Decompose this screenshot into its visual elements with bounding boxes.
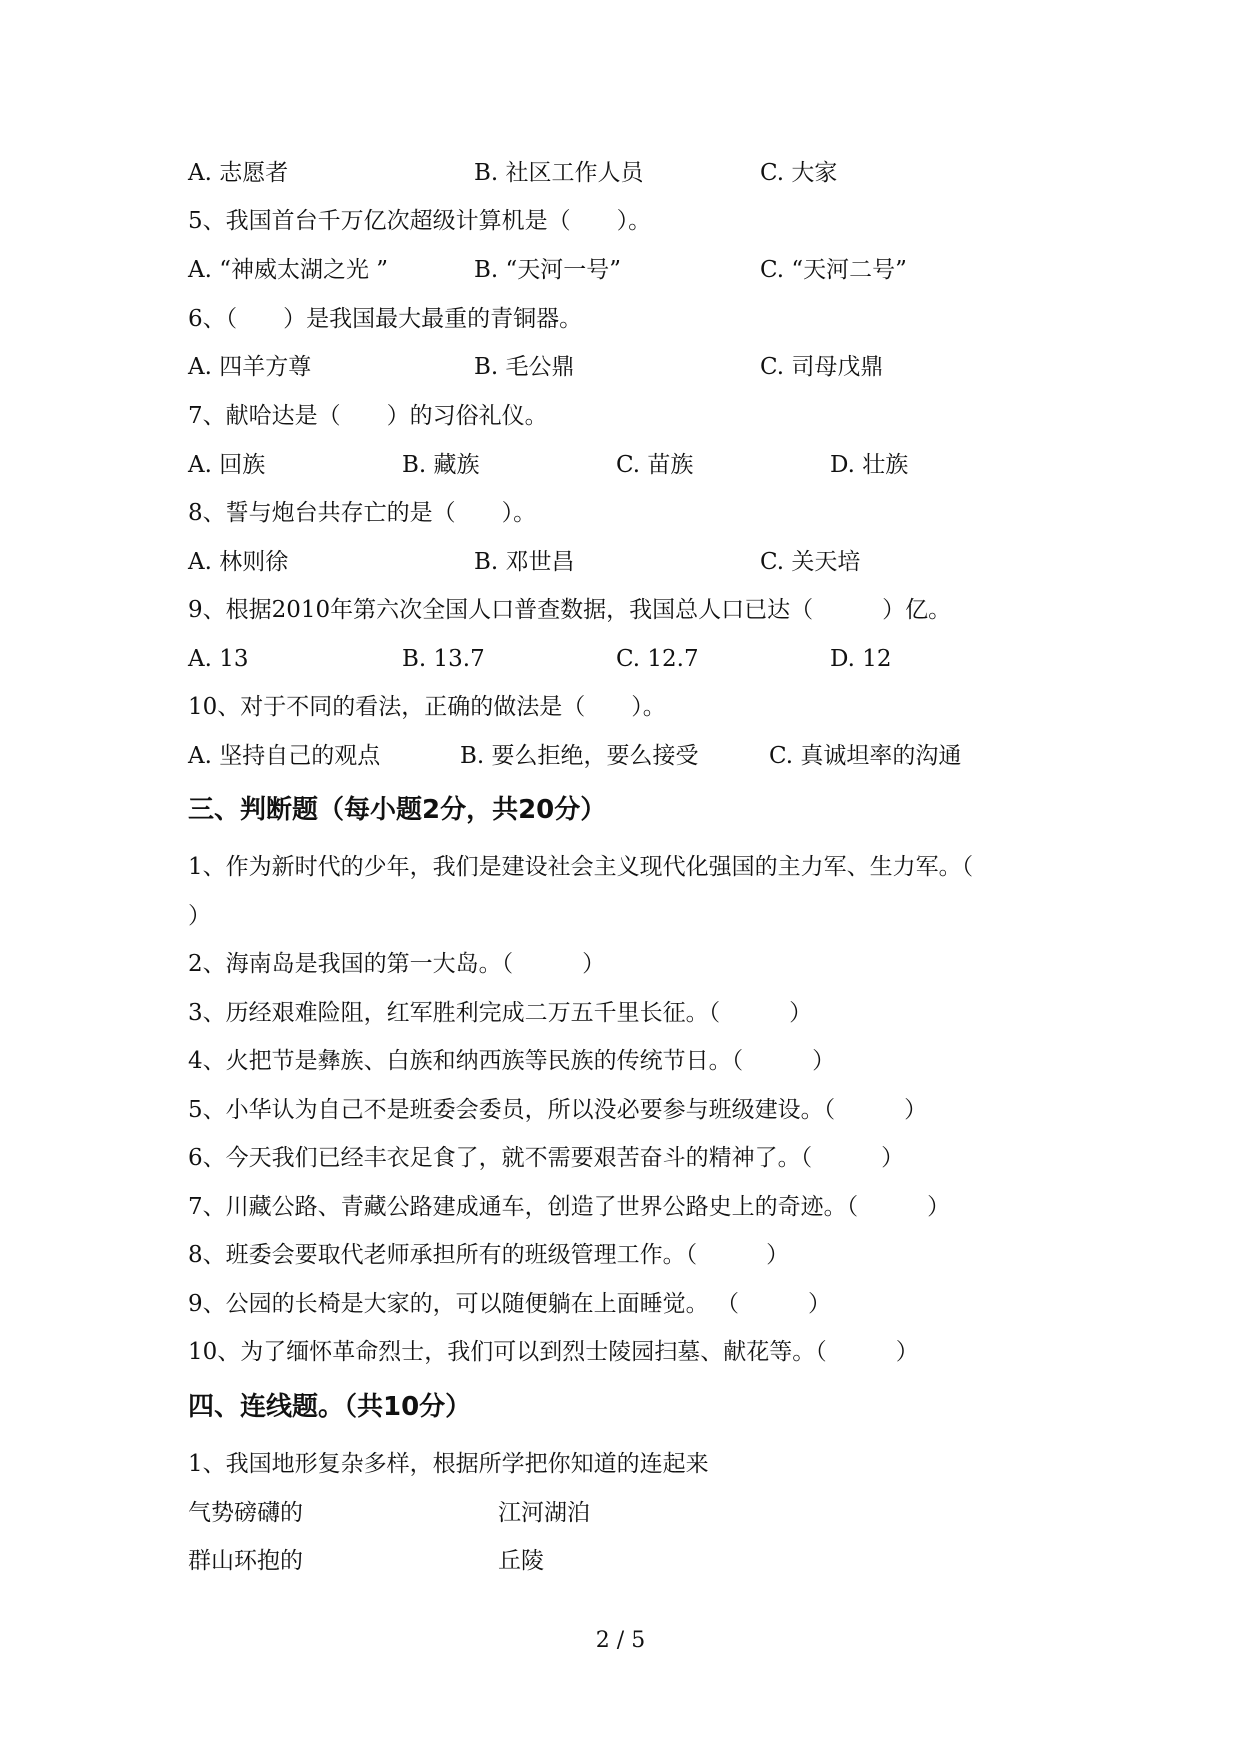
q5-option-a: A. “神威太湖之光 ” bbox=[188, 257, 389, 283]
match-q1-text: 1、我国地形复杂多样，根据所学把你知道的连起来 bbox=[188, 1451, 709, 1477]
tf-item-8: 8、班委会要取代老师承担所有的班级管理工作。（ ） bbox=[188, 1242, 790, 1268]
q10-option-a: A. 坚持自己的观点 bbox=[188, 743, 381, 769]
q7-text: 7、献哈达是（ ）的习俗礼仪。 bbox=[188, 403, 548, 429]
section4-heading: 四、连线题。（共10分） bbox=[188, 1392, 472, 1422]
q10-option-b: B. 要么拒绝，要么接受 bbox=[460, 743, 699, 769]
q5-option-b: B. “天河一号” bbox=[474, 257, 622, 283]
q7-option-b: B. 藏族 bbox=[402, 452, 480, 478]
q9-option-d: D. 12 bbox=[830, 646, 892, 672]
q7-option-a: A. 回族 bbox=[188, 452, 266, 478]
q6-option-a: A. 四羊方尊 bbox=[188, 354, 312, 380]
q8-option-a: A. 林则徐 bbox=[188, 549, 289, 575]
match-left-1: 气势磅礴的 bbox=[188, 1500, 303, 1526]
q8-option-c: C. 关天培 bbox=[760, 549, 861, 575]
page-number: 2 / 5 bbox=[595, 1628, 646, 1653]
tf-item-10: 10、为了缅怀革命烈士，我们可以到烈士陵园扫墓、献花等。（ ） bbox=[188, 1339, 919, 1365]
tf-item-4: 4、火把节是彝族、白族和纳西族等民族的传统节日。（ ） bbox=[188, 1048, 836, 1074]
q9-option-a: A. 13 bbox=[188, 646, 249, 672]
q9-option-c: C. 12.7 bbox=[616, 646, 699, 672]
q9-text: 9、根据2010年第六次全国人口普查数据，我国总人口已达（ ）亿。 bbox=[188, 597, 952, 623]
match-left-2: 群山环抱的 bbox=[188, 1548, 303, 1574]
tf-item-1: 1、作为新时代的少年，我们是建设社会主义现代化强国的主力军、生力军。（ bbox=[188, 854, 974, 880]
q10-option-c: C. 真诚坦率的沟通 bbox=[769, 743, 962, 769]
match-right-2: 丘陵 bbox=[498, 1548, 544, 1574]
tf-item-7: 7、川藏公路、青藏公路建成通车，创造了世界公路史上的奇迹。（ ） bbox=[188, 1194, 951, 1220]
tf-item-1-cont: ） bbox=[188, 903, 211, 929]
tf-item-3: 3、历经艰难险阻，红军胜利完成二万五千里长征。（ ） bbox=[188, 1000, 813, 1026]
q7-option-c: C. 苗族 bbox=[616, 452, 694, 478]
q4-option-b: B. 社区工作人员 bbox=[474, 160, 644, 186]
q6-option-c: C. 司母戊鼎 bbox=[760, 354, 884, 380]
q10-text: 10、对于不同的看法，正确的做法是（ ）。 bbox=[188, 694, 666, 720]
q4-option-a: A. 志愿者 bbox=[188, 160, 289, 186]
match-right-1: 江河湖泊 bbox=[498, 1500, 590, 1526]
q7-option-d: D. 壮族 bbox=[830, 452, 909, 478]
q5-option-c: C. “天河二号” bbox=[760, 257, 907, 283]
tf-item-5: 5、小华认为自己不是班委会委员，所以没必要参与班级建设。（ ） bbox=[188, 1097, 928, 1123]
tf-item-9: 9、公园的长椅是大家的，可以随便躺在上面睡觉。 （ ） bbox=[188, 1291, 831, 1317]
section3-heading: 三、判断题（每小题2分，共20分） bbox=[188, 795, 607, 825]
tf-item-2: 2、海南岛是我国的第一大岛。（ ） bbox=[188, 951, 606, 977]
q4-option-c: C. 大家 bbox=[760, 160, 838, 186]
q5-text: 5、我国首台千万亿次超级计算机是（ ）。 bbox=[188, 208, 652, 234]
q8-option-b: B. 邓世昌 bbox=[474, 549, 575, 575]
q8-text: 8、誓与炮台共存亡的是（ ）。 bbox=[188, 500, 537, 526]
tf-item-6: 6、今天我们已经丰衣足食了，就不需要艰苦奋斗的精神了。（ ） bbox=[188, 1145, 905, 1171]
q6-option-b: B. 毛公鼎 bbox=[474, 354, 575, 380]
q6-text: 6、（ ）是我国最大最重的青铜器。 bbox=[188, 306, 583, 332]
q9-option-b: B. 13.7 bbox=[402, 646, 485, 672]
